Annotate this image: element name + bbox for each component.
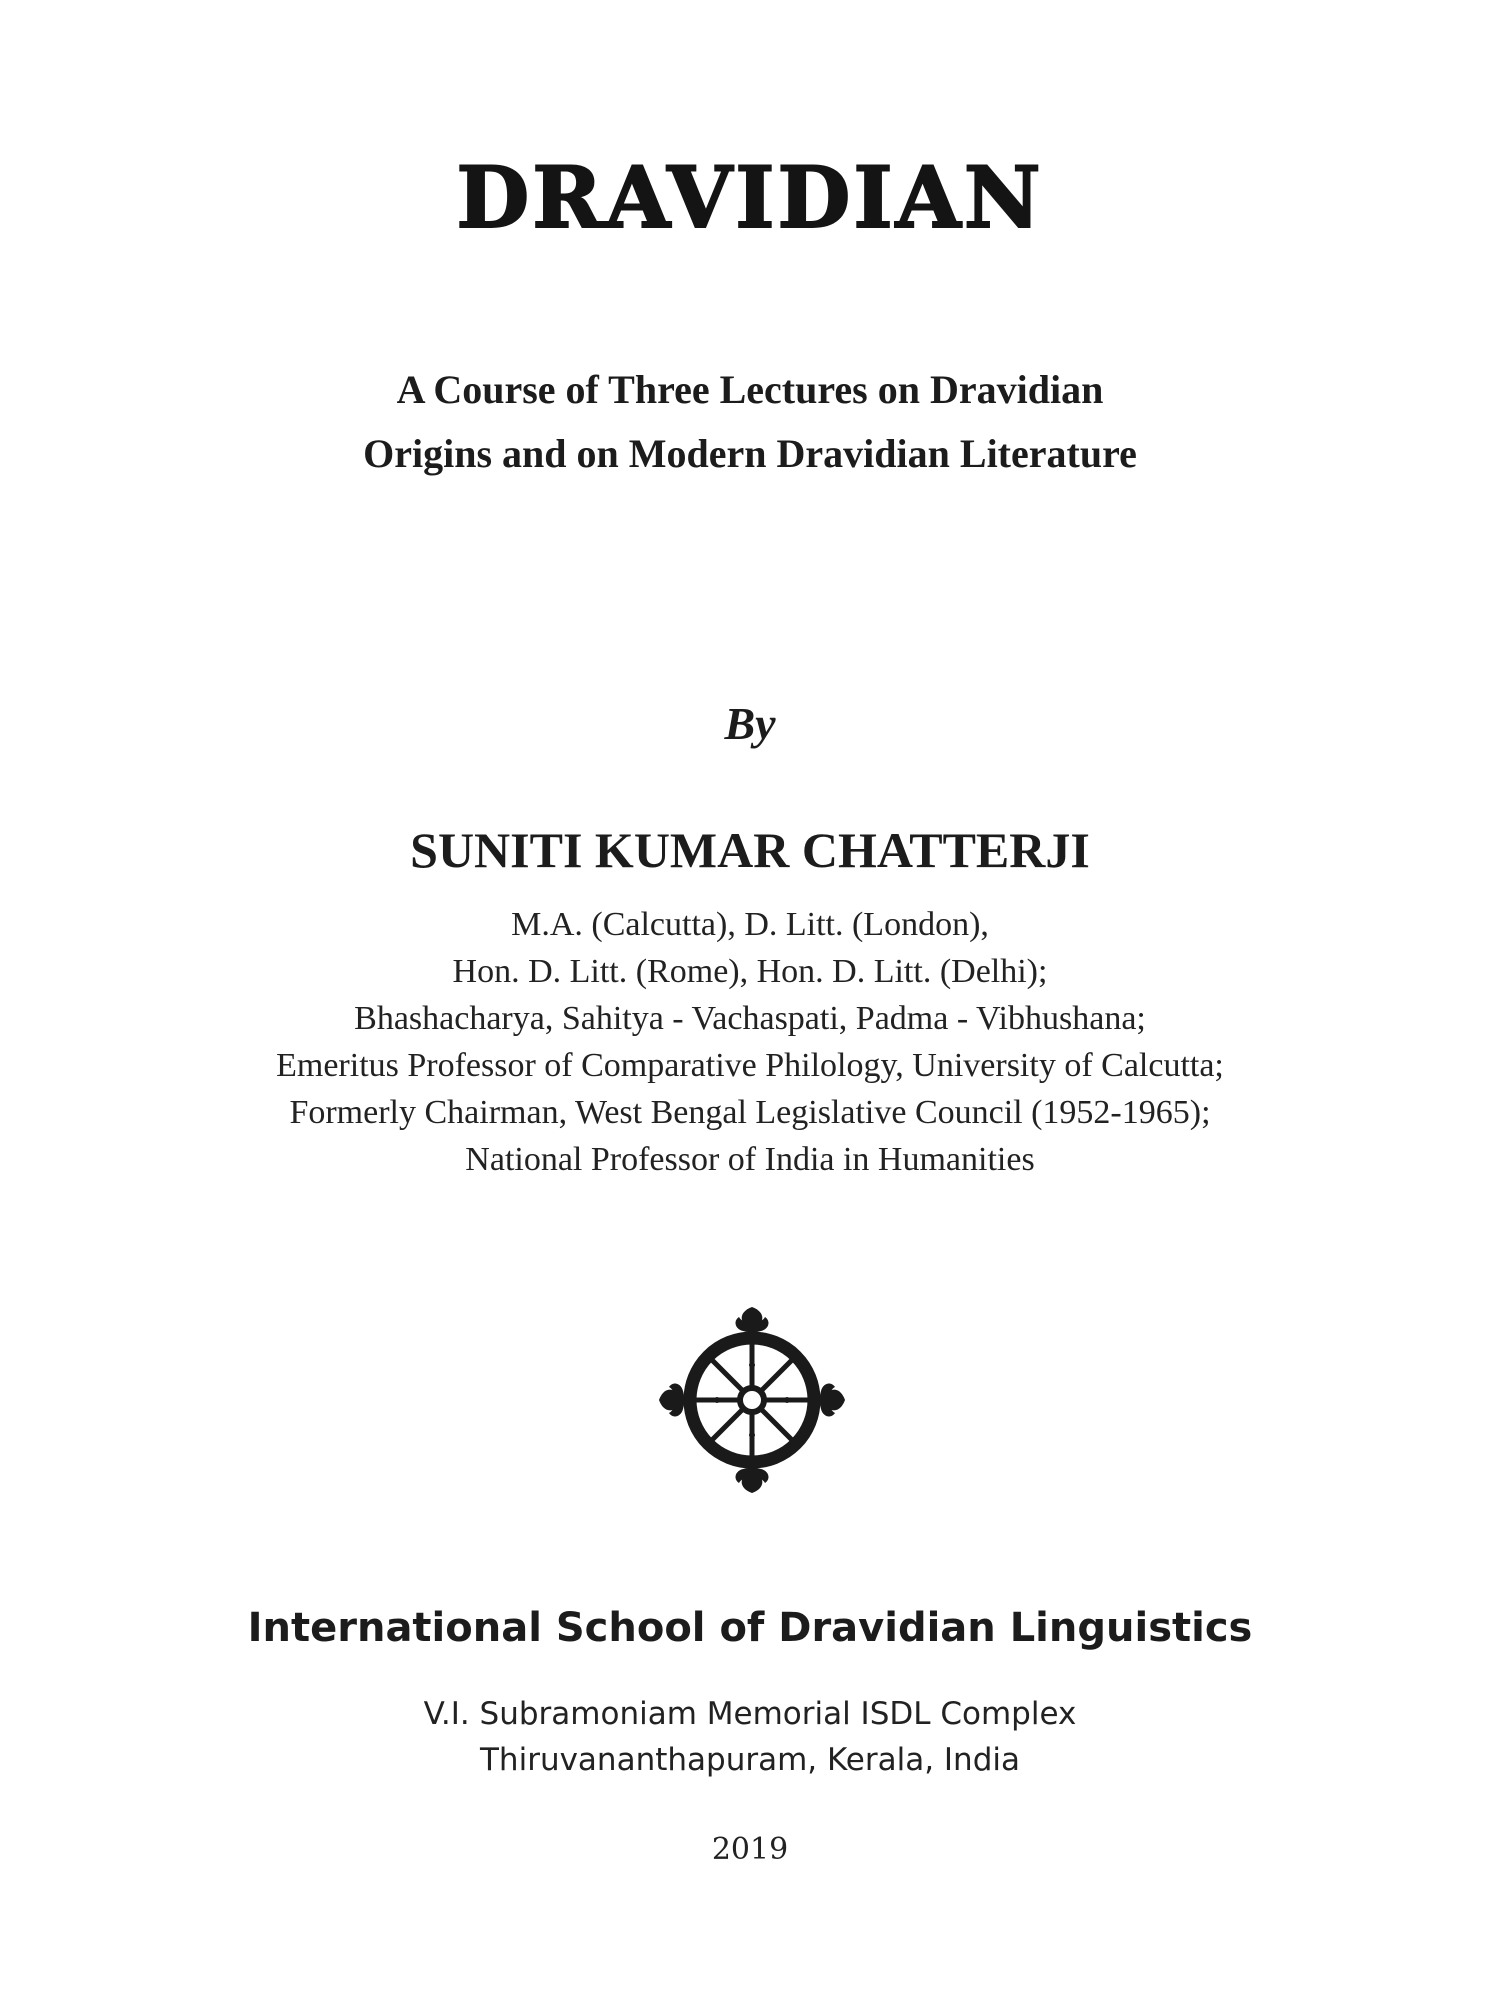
subtitle-line-2: Origins and on Modern Dravidian Literature <box>363 431 1137 476</box>
by-label: By <box>724 698 776 749</box>
author-credential-line: Bhashacharya, Sahitya - Vachaspati, Padma - Vibhushana; <box>354 1000 1146 1037</box>
publisher-address-line-2: Thiruvananthapuram, Kerala, India <box>480 1742 1020 1778</box>
subtitle-line-1: A Course of Three Lectures on Dravidian <box>396 367 1104 412</box>
author-credential-line: Emeritus Professor of Comparative Philology, University of Calcutta; <box>276 1047 1224 1084</box>
author-credential-line: Hon. D. Litt. (Rome), Hon. D. Litt. (Delhi); <box>452 953 1048 990</box>
author-credential-line: M.A. (Calcutta), D. Litt. (London), <box>511 906 989 943</box>
publication-year: 2019 <box>711 1832 789 1867</box>
publisher-address-line-1: V.I. Subramoniam Memorial ISDL Complex <box>423 1696 1077 1732</box>
dharma-wheel-icon <box>657 1305 847 1495</box>
book-title: DRAVIDIAN <box>456 148 1044 247</box>
publisher-name: International School of Dravidian Linguistics <box>247 1605 1253 1651</box>
author-credential-line: National Professor of India in Humanities <box>465 1141 1035 1178</box>
author-name: SUNITI KUMAR CHATTERJI <box>410 822 1090 878</box>
author-credential-line: Formerly Chairman, West Bengal Legislative Council (1952-1965); <box>289 1094 1211 1131</box>
